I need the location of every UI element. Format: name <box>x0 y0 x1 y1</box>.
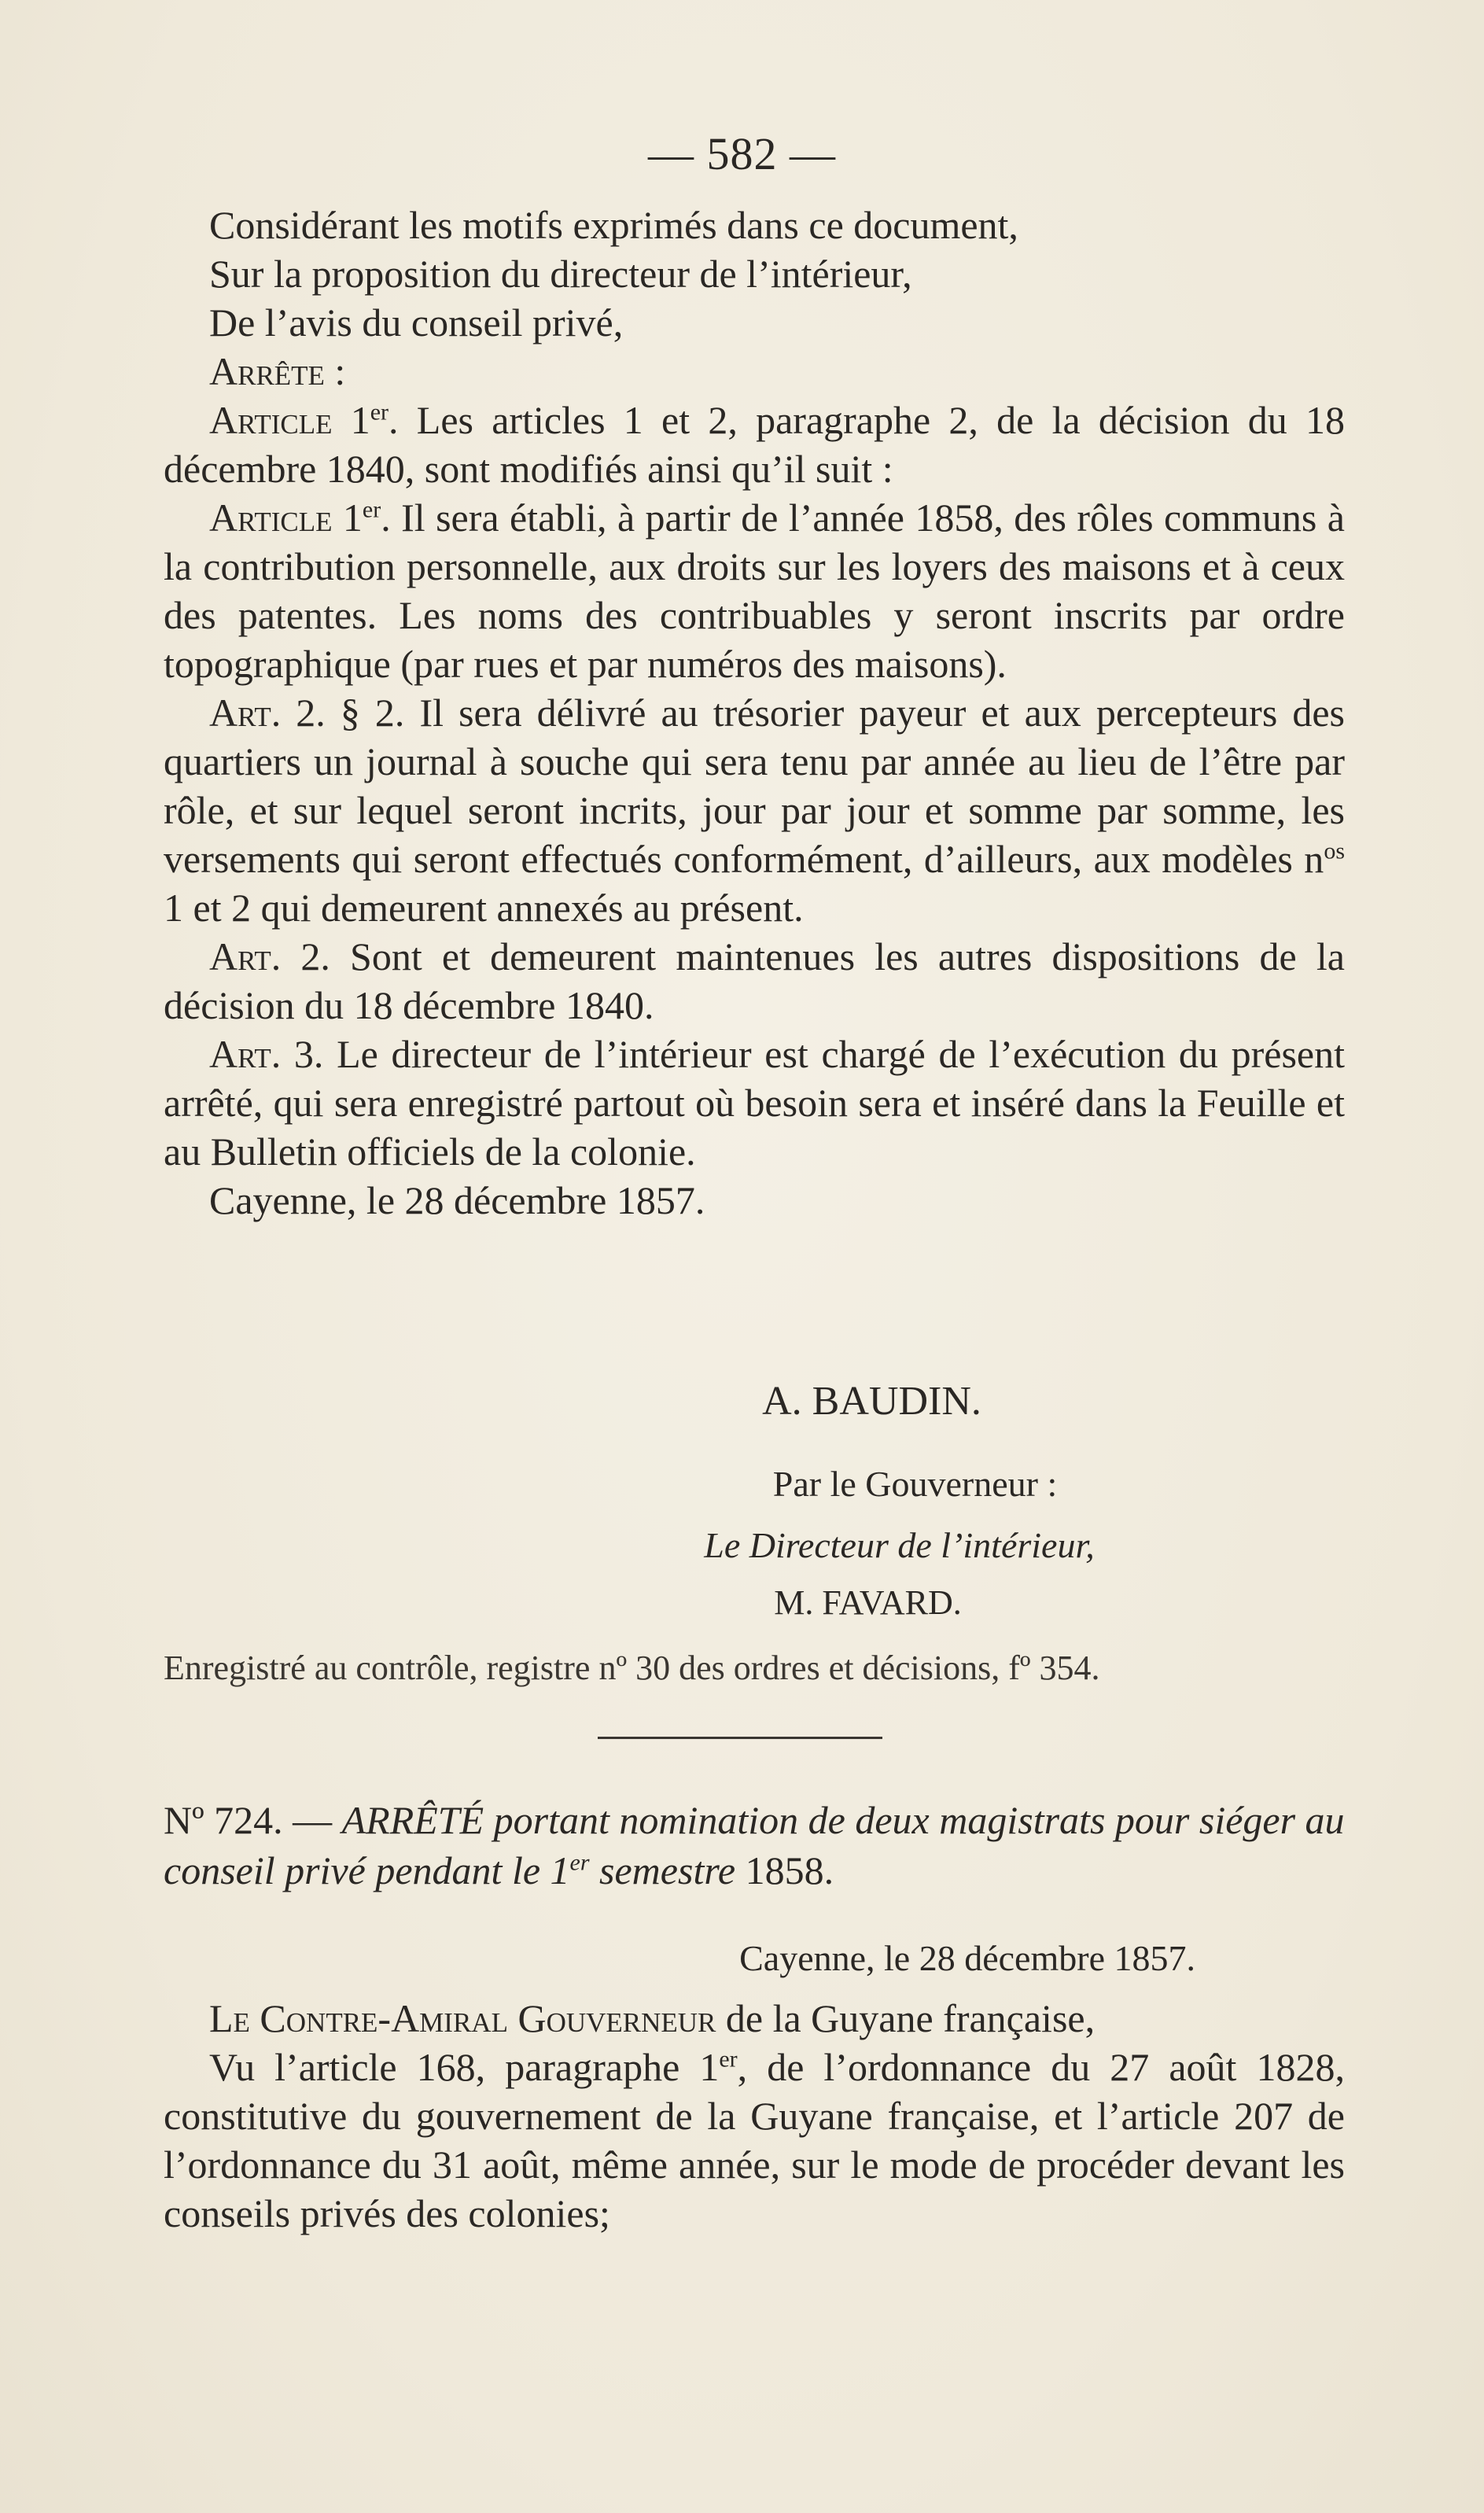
decree-724-heading <box>164 1795 1345 1896</box>
director-title: Le Directeur de l’intérieur, <box>704 1525 1095 1565</box>
article-1-new <box>164 493 1345 688</box>
vu-text-a: Vu l’article 168, paragraphe 1 <box>209 2045 720 2089</box>
heading-number: Nº 724. — <box>164 1798 342 1842</box>
intro-proposition: Sur la proposition du directeur de l’intérieur, <box>209 252 912 296</box>
article-1-new-text: . Il sera établi, à partir de l’année 1858, des rôles communs à la contribution personnelle, aux droits sur les loyers des maisons et à ceux des patentes. Les noms des contribuables y seront inscrits par ordre topographique (par rues et par numéros des maisons). <box>164 496 1345 686</box>
governor-intro <box>164 1994 1345 2043</box>
signature: A. BAUDIN. <box>762 1379 981 1424</box>
art-2-sec-2-sup: os <box>1324 838 1345 864</box>
intro-considerant: Considérant les motifs exprimés dans ce document, <box>209 203 1018 247</box>
art-2-text: 2. Sont et demeurent maintenues les autres dispositions de la décision du 18 décembre 1840. <box>164 934 1345 1027</box>
governor-label: Le Contre-Amiral Gouverneur <box>209 1996 716 2040</box>
page-number: — 582 — <box>648 128 836 179</box>
article-1-label: Article 1 <box>209 398 370 442</box>
art-3-label: Art. <box>209 1032 282 1076</box>
art-2-sec-2-label: Art. <box>209 691 282 735</box>
arrete-label: Arrête : <box>209 349 346 393</box>
decree-body <box>164 201 1345 1225</box>
article-1-text: . Les articles 1 et 2, paragraphe 2, de la décision du 18 décembre 1840, sont modifiés ainsi qu’il suit : <box>164 398 1345 491</box>
section-divider <box>598 1737 882 1739</box>
by-governor: Par le Gouverneur : <box>772 1464 1058 1504</box>
article-1 <box>164 396 1345 493</box>
article-2-section-2 <box>164 688 1345 932</box>
heading-sup: er <box>569 1849 590 1876</box>
governor-text: de la Guyane française, <box>716 1996 1096 2040</box>
article-3 <box>164 1030 1345 1176</box>
art-2-label: Art. <box>209 934 282 978</box>
decree-724-body <box>164 1994 1345 2238</box>
vu-paragraph <box>164 2043 1345 2238</box>
article-1-new-sup: er <box>362 496 381 523</box>
intro-avis: De l’avis du conseil privé, <box>209 300 624 345</box>
director-name: M. FAVARD. <box>774 1583 962 1622</box>
heading-title-a: ARRÊTÉ portant nomination de deux magistrats pour siéger au conseil privé pendant le 1 <box>164 1798 1345 1892</box>
vu-sup: er <box>719 2046 738 2073</box>
heading-title-b: semestre <box>589 1848 746 1892</box>
art-2-sec-2-text-a: 2. § 2. Il sera délivré au trésorier payeur et aux percepteurs des quartiers un journal à souche qui sera tenu par année au lieu de l’être par rôle, et sur lequel seront incrits, jour par jour et somme par somme, les versements qui seront effectués conformément, d’ailleurs, aux modèles n <box>164 691 1345 881</box>
vu-text-b: , de l’ordonnance du 27 août 1828, constitutive du gouvernement de la Guyane française, et l’article 207 de l’ordonnance du 31 août, même année, sur le mode de procéder devant les conseils privés des colonies; <box>164 2045 1345 2235</box>
art-3-text: 3. Le directeur de l’intérieur est chargé de l’exécution du présent arrêté, qui sera enregistré partout où besoin sera et inséré dans la Feuille et au Bulletin officiels de la colonie. <box>164 1032 1345 1174</box>
date-line: Cayenne, le 28 décembre 1857. <box>739 1938 1195 1978</box>
article-2 <box>164 932 1345 1030</box>
date-place: Cayenne, le 28 décembre 1857. <box>209 1178 705 1222</box>
article-1-new-label: Article 1 <box>209 496 363 540</box>
art-2-sec-2-text-b: 1 et 2 qui demeurent annexés au présent. <box>164 886 804 930</box>
registration-note: Enregistré au contrôle, registre nº 30 des ordres et décisions, fº 354. <box>164 1649 1100 1687</box>
heading-year: 1858. <box>745 1848 834 1892</box>
article-1-sup: er <box>370 399 389 426</box>
